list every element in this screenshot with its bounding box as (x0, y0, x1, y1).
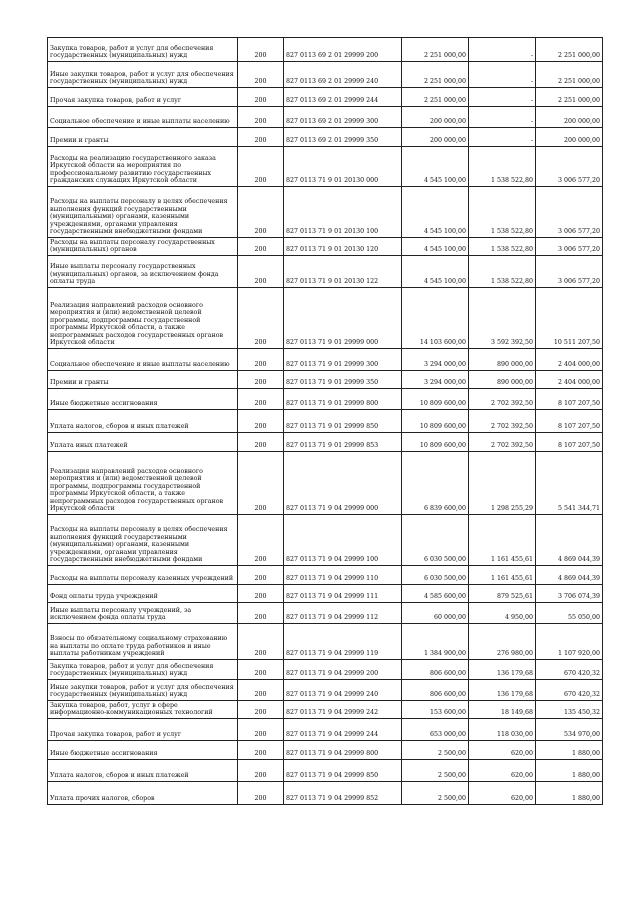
unexecuted-amount-cell: 2 251 000,00 (536, 88, 603, 107)
budget-classification-code-cell: 827 0113 71 9 01 29999 853 (284, 433, 402, 452)
budget-classification-code-cell: 827 0113 71 9 04 29999 110 (284, 566, 402, 585)
report-line-code-cell: 200 (238, 62, 284, 88)
budget-classification-code-cell: 827 0113 71 9 04 29999 244 (284, 719, 402, 741)
unexecuted-amount-cell: 3 006 577,20 (536, 256, 603, 288)
executed-amount-cell: - (469, 128, 536, 147)
expense-name-cell: Иные выплаты персоналу государственных (муниципальных) органов, за исключением фонда оплаты труда (48, 256, 238, 288)
unexecuted-amount-cell: 8 107 207,50 (536, 410, 603, 433)
report-line-code-cell: 200 (238, 603, 284, 624)
table-row (48, 238, 603, 256)
approved-amount-cell: 2 251 000,00 (402, 88, 469, 107)
table-row (48, 660, 603, 680)
table-row (48, 566, 603, 585)
report-line-code-cell: 200 (238, 452, 284, 515)
executed-amount-cell: 879 525,61 (469, 585, 536, 603)
unexecuted-amount-cell: 2 404 000,00 (536, 371, 603, 389)
report-line-code-cell: 200 (238, 410, 284, 433)
unexecuted-amount-cell: 2 251 000,00 (536, 38, 603, 62)
approved-amount-cell: 4 545 100,00 (402, 238, 469, 256)
executed-amount-cell: 620,00 (469, 760, 536, 782)
report-line-code-cell: 200 (238, 680, 284, 701)
table-row (48, 680, 603, 701)
budget-classification-code-cell: 827 0113 71 9 04 29999 200 (284, 660, 402, 680)
budget-classification-code-cell: 827 0113 71 9 01 29999 000 (284, 288, 402, 349)
table-row (48, 256, 603, 288)
expense-name-cell: Фонд оплаты труда учреждений (48, 585, 238, 603)
report-line-code-cell: 200 (238, 128, 284, 147)
budget-classification-code-cell: 827 0113 69 2 01 29999 244 (284, 88, 402, 107)
expense-name-cell: Социальное обеспечение и иные выплаты населению (48, 107, 238, 128)
executed-amount-cell: 620,00 (469, 741, 536, 760)
table-row (48, 38, 603, 62)
approved-amount-cell: 10 809 600,00 (402, 410, 469, 433)
executed-amount-cell: - (469, 107, 536, 128)
budget-classification-code-cell: 827 0113 69 2 01 29999 200 (284, 38, 402, 62)
unexecuted-amount-cell: 4 869 044,39 (536, 566, 603, 585)
expense-name-cell: Прочая закупка товаров, работ и услуг (48, 88, 238, 107)
budget-classification-code-cell: 827 0113 71 9 01 29999 300 (284, 349, 402, 371)
approved-amount-cell: 200 000,00 (402, 107, 469, 128)
expense-name-cell: Премии и гранты (48, 371, 238, 389)
report-line-code-cell: 200 (238, 371, 284, 389)
executed-amount-cell: 890 000,00 (469, 371, 536, 389)
budget-classification-code-cell: 827 0113 71 9 01 20130 120 (284, 238, 402, 256)
budget-classification-code-cell: 827 0113 71 9 01 20130 122 (284, 256, 402, 288)
unexecuted-amount-cell: 8 107 207,50 (536, 433, 603, 452)
expense-name-cell: Расходы на выплаты персоналу в целях обеспечения выполнения функций государственными (муниципальными) органами, казенными учреждениями, органами управления государственными внебюджетными фондами (48, 187, 238, 238)
executed-amount-cell: 3 592 392,50 (469, 288, 536, 349)
table-row (48, 585, 603, 603)
approved-amount-cell: 2 500,00 (402, 741, 469, 760)
approved-amount-cell: 4 585 600,00 (402, 585, 469, 603)
report-line-code-cell: 200 (238, 389, 284, 410)
approved-amount-cell: 2 500,00 (402, 760, 469, 782)
budget-execution-sheet (47, 37, 602, 805)
executed-amount-cell: 1 538 522,80 (469, 187, 536, 238)
budget-classification-code-cell: 827 0113 71 9 01 29999 350 (284, 371, 402, 389)
approved-amount-cell: 200 000,00 (402, 128, 469, 147)
expense-name-cell: Иные закупки товаров, работ и услуг для обеспечения государственных (муниципальных) нужд (48, 62, 238, 88)
executed-amount-cell: 136 179,68 (469, 680, 536, 701)
report-line-code-cell: 200 (238, 719, 284, 741)
budget-classification-code-cell: 827 0113 71 9 04 29999 111 (284, 585, 402, 603)
budget-classification-code-cell: 827 0113 71 9 01 20130 100 (284, 187, 402, 238)
expense-name-cell: Прочая закупка товаров, работ и услуг (48, 719, 238, 741)
expense-name-cell: Закупка товаров, работ и услуг для обеспечения государственных (муниципальных) нужд (48, 660, 238, 680)
executed-amount-cell: 1 538 522,80 (469, 256, 536, 288)
budget-classification-code-cell: 827 0113 69 2 01 29999 300 (284, 107, 402, 128)
unexecuted-amount-cell: 3 006 577,20 (536, 187, 603, 238)
executed-amount-cell: 136 179,68 (469, 660, 536, 680)
expense-name-cell: Уплата налогов, сборов и иных платежей (48, 760, 238, 782)
table-row (48, 760, 603, 782)
executed-amount-cell: - (469, 62, 536, 88)
table-row (48, 128, 603, 147)
approved-amount-cell: 6 030 500,00 (402, 566, 469, 585)
approved-amount-cell: 60 000,00 (402, 603, 469, 624)
expense-name-cell: Иные выплаты персоналу учреждений, за исключением фонда оплаты труда (48, 603, 238, 624)
approved-amount-cell: 14 103 600,00 (402, 288, 469, 349)
approved-amount-cell: 2 500,00 (402, 782, 469, 805)
approved-amount-cell: 3 294 000,00 (402, 349, 469, 371)
table-row (48, 389, 603, 410)
unexecuted-amount-cell: 534 970,00 (536, 719, 603, 741)
table-row (48, 782, 603, 805)
budget-classification-code-cell: 827 0113 71 9 04 29999 800 (284, 741, 402, 760)
expense-name-cell: Уплата иных платежей (48, 433, 238, 452)
budget-classification-code-cell: 827 0113 71 9 04 29999 112 (284, 603, 402, 624)
executed-amount-cell: 276 980,00 (469, 624, 536, 660)
expense-name-cell: Социальное обеспечение и иные выплаты населению (48, 349, 238, 371)
report-line-code-cell: 200 (238, 288, 284, 349)
expense-name-cell: Расходы на выплаты персоналу казенных учреждений (48, 566, 238, 585)
report-line-code-cell: 200 (238, 88, 284, 107)
table-row (48, 701, 603, 719)
unexecuted-amount-cell: 1 880,00 (536, 782, 603, 805)
report-line-code-cell: 200 (238, 660, 284, 680)
unexecuted-amount-cell: 1 880,00 (536, 760, 603, 782)
report-line-code-cell: 200 (238, 782, 284, 805)
report-line-code-cell: 200 (238, 515, 284, 566)
executed-amount-cell: - (469, 38, 536, 62)
report-line-code-cell: 200 (238, 38, 284, 62)
budget-classification-code-cell: 827 0113 71 9 04 29999 852 (284, 782, 402, 805)
approved-amount-cell: 806 600,00 (402, 680, 469, 701)
unexecuted-amount-cell: 200 000,00 (536, 128, 603, 147)
budget-classification-code-cell: 827 0113 71 9 04 29999 850 (284, 760, 402, 782)
executed-amount-cell: 890 000,00 (469, 349, 536, 371)
expense-name-cell: Закупка товаров, работ и услуг для обеспечения государственных (муниципальных) нужд (48, 38, 238, 62)
approved-amount-cell: 4 545 100,00 (402, 256, 469, 288)
budget-classification-code-cell: 827 0113 71 9 04 29999 100 (284, 515, 402, 566)
report-line-code-cell: 200 (238, 433, 284, 452)
report-line-code-cell: 200 (238, 585, 284, 603)
expense-name-cell: Расходы на выплаты персоналу государственных (муниципальных) органов (48, 238, 238, 256)
unexecuted-amount-cell: 135 450,32 (536, 701, 603, 719)
unexecuted-amount-cell: 2 251 000,00 (536, 62, 603, 88)
expense-name-cell: Премии и гранты (48, 128, 238, 147)
budget-classification-code-cell: 827 0113 71 9 01 29999 800 (284, 389, 402, 410)
approved-amount-cell: 6 030 500,00 (402, 515, 469, 566)
expenses-table (47, 37, 603, 805)
unexecuted-amount-cell: 5 541 344,71 (536, 452, 603, 515)
expense-name-cell: Иные закупки товаров, работ и услуг для обеспечения государственных (муниципальных) нужд (48, 680, 238, 701)
table-row (48, 187, 603, 238)
approved-amount-cell: 10 809 600,00 (402, 433, 469, 452)
table-row (48, 719, 603, 741)
approved-amount-cell: 153 600,00 (402, 701, 469, 719)
expense-name-cell: Уплата налогов, сборов и иных платежей (48, 410, 238, 433)
unexecuted-amount-cell: 670 420,32 (536, 660, 603, 680)
unexecuted-amount-cell: 2 404 000,00 (536, 349, 603, 371)
executed-amount-cell: 118 030,00 (469, 719, 536, 741)
report-line-code-cell: 200 (238, 147, 284, 187)
table-row (48, 371, 603, 389)
executed-amount-cell: 4 950,00 (469, 603, 536, 624)
table-row (48, 603, 603, 624)
expense-name-cell: Уплата прочих налогов, сборов (48, 782, 238, 805)
budget-classification-code-cell: 827 0113 71 9 04 29999 240 (284, 680, 402, 701)
unexecuted-amount-cell: 3 706 074,39 (536, 585, 603, 603)
report-line-code-cell: 200 (238, 187, 284, 238)
table-row (48, 349, 603, 371)
expense-name-cell: Реализация направлений расходов основного мероприятия и (или) ведомственной целевой программы, подпрограммы государственной программы Иркутской области, а также непрограммных расходов государственных органов Иркутской области (48, 288, 238, 349)
table-row (48, 88, 603, 107)
expense-name-cell: Взносы по обязательному социальному страхованию на выплаты по оплате труда работников и иные выплаты работникам учреждений (48, 624, 238, 660)
executed-amount-cell: 1 538 522,80 (469, 238, 536, 256)
expense-name-cell: Расходы на реализацию государственного заказа Иркутской области на мероприятия по профессиональному развитию государственных гражданских служащих Иркутской области (48, 147, 238, 187)
unexecuted-amount-cell: 3 006 577,20 (536, 238, 603, 256)
budget-classification-code-cell: 827 0113 71 9 01 20130 000 (284, 147, 402, 187)
table-row (48, 452, 603, 515)
table-row (48, 515, 603, 566)
table-row (48, 433, 603, 452)
approved-amount-cell: 6 839 600,00 (402, 452, 469, 515)
budget-classification-code-cell: 827 0113 69 2 01 29999 350 (284, 128, 402, 147)
report-line-code-cell: 200 (238, 107, 284, 128)
table-row (48, 624, 603, 660)
budget-classification-code-cell: 827 0113 71 9 04 29999 000 (284, 452, 402, 515)
approved-amount-cell: 3 294 000,00 (402, 371, 469, 389)
unexecuted-amount-cell: 3 006 577,20 (536, 147, 603, 187)
table-row (48, 107, 603, 128)
executed-amount-cell: 2 702 392,50 (469, 389, 536, 410)
executed-amount-cell: - (469, 88, 536, 107)
report-line-code-cell: 200 (238, 701, 284, 719)
unexecuted-amount-cell: 670 420,32 (536, 680, 603, 701)
table-row (48, 62, 603, 88)
expense-name-cell: Реализация направлений расходов основного мероприятия и (или) ведомственной целевой программы, подпрограммы государственной программы Иркутской области, а также непрограммных расходов государственных органов Иркутской области (48, 452, 238, 515)
expense-name-cell: Расходы на выплаты персоналу в целях обеспечения выполнения функций государственными (муниципальными) органами, казенными учреждениями, органами управления государственными внебюджетными фондами (48, 515, 238, 566)
approved-amount-cell: 2 251 000,00 (402, 38, 469, 62)
approved-amount-cell: 4 545 100,00 (402, 147, 469, 187)
executed-amount-cell: 1 161 455,61 (469, 566, 536, 585)
budget-classification-code-cell: 827 0113 71 9 04 29999 242 (284, 701, 402, 719)
unexecuted-amount-cell: 1 880,00 (536, 741, 603, 760)
executed-amount-cell: 1 298 255,29 (469, 452, 536, 515)
table-row (48, 410, 603, 433)
report-line-code-cell: 200 (238, 760, 284, 782)
executed-amount-cell: 1 538 522,80 (469, 147, 536, 187)
budget-classification-code-cell: 827 0113 71 9 01 29999 850 (284, 410, 402, 433)
budget-classification-code-cell: 827 0113 71 9 04 29999 119 (284, 624, 402, 660)
unexecuted-amount-cell: 8 107 207,50 (536, 389, 603, 410)
approved-amount-cell: 10 809 600,00 (402, 389, 469, 410)
executed-amount-cell: 620,00 (469, 782, 536, 805)
table-row (48, 288, 603, 349)
unexecuted-amount-cell: 10 511 207,50 (536, 288, 603, 349)
unexecuted-amount-cell: 4 869 044,39 (536, 515, 603, 566)
executed-amount-cell: 2 702 392,50 (469, 433, 536, 452)
unexecuted-amount-cell: 1 107 920,00 (536, 624, 603, 660)
report-line-code-cell: 200 (238, 238, 284, 256)
executed-amount-cell: 18 149,68 (469, 701, 536, 719)
report-line-code-cell: 200 (238, 256, 284, 288)
budget-classification-code-cell: 827 0113 69 2 01 29999 240 (284, 62, 402, 88)
expense-name-cell: Закупка товаров, работ, услуг в сфере информационно-коммуникационных технологий (48, 701, 238, 719)
report-line-code-cell: 200 (238, 566, 284, 585)
approved-amount-cell: 4 545 100,00 (402, 187, 469, 238)
executed-amount-cell: 1 161 455,61 (469, 515, 536, 566)
executed-amount-cell: 2 702 392,50 (469, 410, 536, 433)
approved-amount-cell: 2 251 000,00 (402, 62, 469, 88)
table-row (48, 741, 603, 760)
approved-amount-cell: 1 384 900,00 (402, 624, 469, 660)
unexecuted-amount-cell: 200 000,00 (536, 107, 603, 128)
report-line-code-cell: 200 (238, 624, 284, 660)
approved-amount-cell: 806 600,00 (402, 660, 469, 680)
expenses-table-body (48, 38, 603, 805)
approved-amount-cell: 653 000,00 (402, 719, 469, 741)
unexecuted-amount-cell: 55 050,00 (536, 603, 603, 624)
report-line-code-cell: 200 (238, 349, 284, 371)
expense-name-cell: Иные бюджетные ассигнования (48, 389, 238, 410)
report-line-code-cell: 200 (238, 741, 284, 760)
table-row (48, 147, 603, 187)
expense-name-cell: Иные бюджетные ассигнования (48, 741, 238, 760)
